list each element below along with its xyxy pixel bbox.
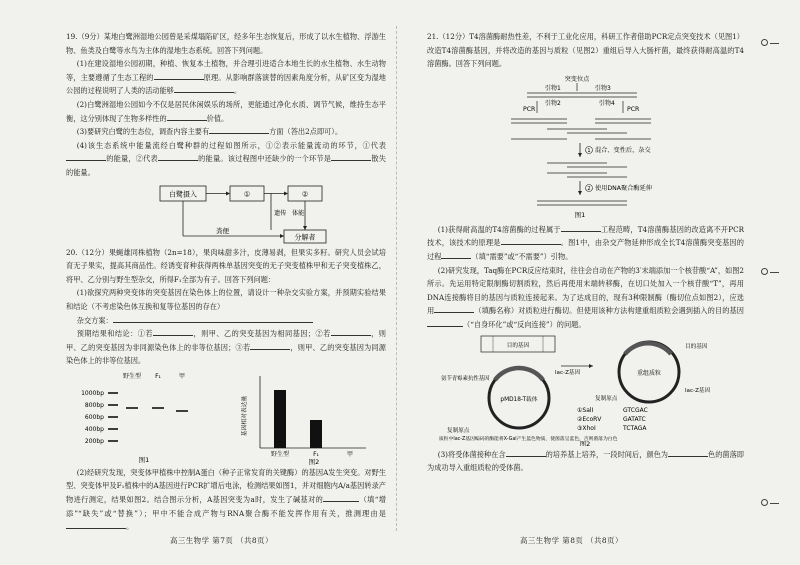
q20-results: 预期结果和结论：①若 ，则甲、乙的突变基因为相同基因；②若 ，则甲、乙的突变基因为非同源染色体上的非等位基因；③若 ，则甲、乙的突变基因为同源染色体上的非等位基因。 [66,329,386,366]
binder-hole [761,39,768,46]
answer-blank[interactable] [434,304,474,313]
diagram-repro-label: 体能 [292,209,305,217]
gel-ladder-label: 800bp [84,401,104,409]
fig2-caption: 图2 [579,439,591,446]
plasmid-figure [427,334,744,446]
expression-bar-chart [236,368,386,466]
target-gene-label: 目的基因 [685,343,708,350]
answer-blank[interactable] [501,236,561,245]
fig2-note: 质粒中lac-Z基因编码的酶能将X-Gal产生蓝色物质，使菌落呈蓝色，否则菌落为白色 [439,436,618,442]
page-7-footer: 高三生物学 第7页 （共8页） [170,536,273,545]
q19-part2: (2)白鹭洲湿地公园如今不仅是居民休闲娱乐的场所，更能通过净化水质、调节气候，维持生态平衡，这分别体现了生物多样性的 价值。 [66,99,386,123]
svg-text:2: 2 [587,185,591,192]
primer2-label: 引物2 [545,99,561,107]
diagram-input-label: 白鹭摄入 [169,190,197,199]
ori-label: 复制原点 [447,427,470,434]
gel-lane-label: F₁ [155,372,161,380]
gel-lane-label: 甲 [178,372,186,380]
primer4-label: 引物4 [599,99,615,107]
binder-mark [770,43,779,44]
answer-blank[interactable] [427,318,463,327]
q19-part4: (4)该生态系统中能量流经白鹭种群的过程如图所示，①②表示能量流动的环节，①代表的能量，②代表 的能量。该过程图中还缺少的一个环节是 散失的能量。 [66,140,386,177]
q20-figures [66,368,386,466]
page-divider [396,26,397,531]
answer-blank[interactable] [441,250,471,259]
gel-lane-label: 野生型 [122,372,142,380]
diagram-box1-label: ① [243,190,251,199]
answer-blank[interactable] [250,341,290,350]
gel-ladder-label: 200bp [84,437,104,445]
lacz-segment [495,368,543,380]
diagram-decomposer-label: 分解者 [294,233,316,242]
binder-mark [770,272,779,273]
answer-blank[interactable] [323,493,359,502]
vector-label: pMD18-T载体 [500,396,538,403]
answer-blank[interactable] [66,152,106,161]
answer-blank[interactable] [113,314,313,323]
answer-blank[interactable] [174,84,234,93]
answer-blank[interactable] [66,520,126,529]
enzyme-3: ③XhoⅠ [577,424,596,432]
q20-part2: (2)经研究发现，突变体甲植株中控制A蛋白（种子正常发育的关键酶）的基因A发生突变。对野生型、突变体甲及F₁植株中的A基因进行PCR扩增后电泳，检测结果如图1，并对细胞内A/a基因转录产物进行测定，结果如图2。结合图示分析，A基因突变为a时，发生了碱基对的 （填“增添”“缺失”或“替换”）；甲中不能合成产物与RNA聚合酶不能发挥作用有关，推测理由是。 [66,467,386,532]
pcr-label: PCR [523,105,536,113]
binder-hole [761,499,768,506]
answer-blank[interactable] [158,152,198,161]
pcr-label: PCR [627,105,640,113]
gel-ladder-label: 1000bp [81,389,104,397]
energy-flow-diagram [66,182,386,244]
answer-blank[interactable] [506,448,546,457]
bar-category-label: 甲 [346,450,354,458]
recombinant-label: 重组质粒 [636,369,662,377]
diagram-growth-label: 遗传 [274,209,287,217]
amp-label: 氨苄青霉素抗性基因 [441,375,490,382]
q21-part2: (2)研究发现，Taq酶在PCR反应结束时，往往会自动在产物的3′末端添加一个核苷酸“A”，如图2所示。先运用特定限制酶切割质粒，然后再使用末端转移酶，在切口处加入一个核苷酸“T”，再用DNA连接酶将目的基因与质粒连接起来。为了达成目的，现有3种限制酶（酶切位点如图2），应选用 （填酶名称）对质粒进行酶切。但使用该种方法构建重组质粒会遇到插入的目的基因（“自身环化”或“反向连接”）的问题。 [427,265,744,329]
enzyme-1: ①SalⅠ [577,406,594,414]
q21-part3: (3)将受体菌接种在含 的培养基上培养，一段时间后，颜色为 色的菌落即为成功导入重组质粒的受体菌。 [427,449,744,473]
primer1-label: 引物1 [545,84,561,92]
q19-part1: (1)在建设湿地公园初期，种植、恢复本土植物，并合理引进适合本地生长的水生植物、水生动物等，主要遵循了生态工程的 原理。从影响群落演替的因素角度分析，从矿区变为湿地公园的过程说明了人类的活动能够 。 [66,59,386,96]
gel-figure [74,368,224,466]
gel-ladder-label: 400bp [84,425,104,433]
q19-part3: (3)要研究白鹭的生态位，调查内容主要有 方面（答出2点即可）。 [76,127,343,137]
q21-stem: 21.（12分）T4溶菌酶耐热性差，不利于工业化应用，科研工作者借助PCR定点突变技术（见图1）改造T4溶菌酶基因，并将改造的基因与质粒（见图2）重组后导入大肠杆菌，最终获得耐高温的T4溶菌酶。回答下列问题。 [427,32,744,69]
page-7 [66,30,386,535]
site-3: TCTAGA [623,424,647,432]
site-1: GTCGAC [623,406,648,414]
insert-gene-label: 目的基因 [506,342,530,349]
q19-stem: 19.（9分）某地白鹭洲湿地公园曾是采煤塌陷矿区，经多年生态恢复后，形成了以水生植物、浮游生物、鱼类及白鹭等水鸟为主体的湿地生态系统。回答下列问题。 [66,32,386,55]
primer3-label: 引物3 [595,84,611,92]
bar-category-label: 野生型 [270,450,290,458]
fig1-step2: 使用DNA聚合酶延伸 [595,184,652,192]
diagram-excrement-label: 粪便 [216,226,229,235]
bar-f1 [310,420,322,448]
answer-blank[interactable] [331,327,371,336]
fig1-step1: 混合、变性后，杂交 [595,146,651,154]
recombinant-ori-label: 复制原点 [595,395,618,402]
answer-blank[interactable] [167,112,207,121]
answer-blank[interactable] [668,448,708,457]
gel-caption: 图1 [138,455,150,464]
site-2: GATATC [623,415,646,423]
answer-blank[interactable] [154,71,204,80]
page-8 [427,30,744,535]
mutation-site-label: 突变位点 [564,75,590,83]
answer-blank[interactable] [209,125,269,134]
bar-wildtype [274,390,286,448]
bar-caption: 图2 [308,457,320,466]
binder-hole [761,268,768,275]
q20-stem: 20.（12分）果蝇雄同株植物（2n=18），果肉味甜多汁，皮薄易剥，但果实多籽。研究人员会试培育无子果实，提高其商品性。经诱变育种获得两株单基因突变的无子突变植株甲和无子突变植株乙，将甲、乙分别与野生型杂交，所得F₁全部为有子。回答下列问题： [66,247,386,284]
bar-ylabel: 基因相对表达量 [242,395,248,437]
diagram-box2-label: ② [301,190,309,199]
q20-part1: (1)欲探究两种突变体的突变基因在染色体上的位置，请设计一种杂交实验方案，并预期实验结果和结论（不考虑染色体互换和复等位基因的存在） [66,288,386,311]
answer-blank[interactable] [331,152,371,161]
page-8-footer: 高三生物学 第8页 （共8页） [520,536,623,545]
fig1-caption: 图1 [574,210,586,219]
bar-category-label: F₁ [313,450,319,458]
q21-part1: (1)获得耐高温的T4溶菌酶的过程属于 工程范畴，T4溶菌酶基因的改造离不开PCR技术，该技术的原理是 。图1中，由杂交产物延伸形成全长T4溶菌酶突变基因的过程 （填“需要”或“不需要”）引物。 [427,224,744,261]
lacz-label: lac-Z基因 [555,369,581,376]
binder-mark [770,503,779,504]
answer-blank[interactable] [153,327,193,336]
answer-blank[interactable] [561,223,601,232]
enzyme-2: ②EcoRⅤ [577,415,602,423]
recombinant-lacz-label: lac-Z基因 [685,387,711,394]
gel-ladder-label: 600bp [84,413,104,421]
svg-text:1: 1 [587,147,591,154]
q20-scheme: 杂交方案： [66,314,386,328]
pcr-mutagenesis-figure [427,73,744,221]
